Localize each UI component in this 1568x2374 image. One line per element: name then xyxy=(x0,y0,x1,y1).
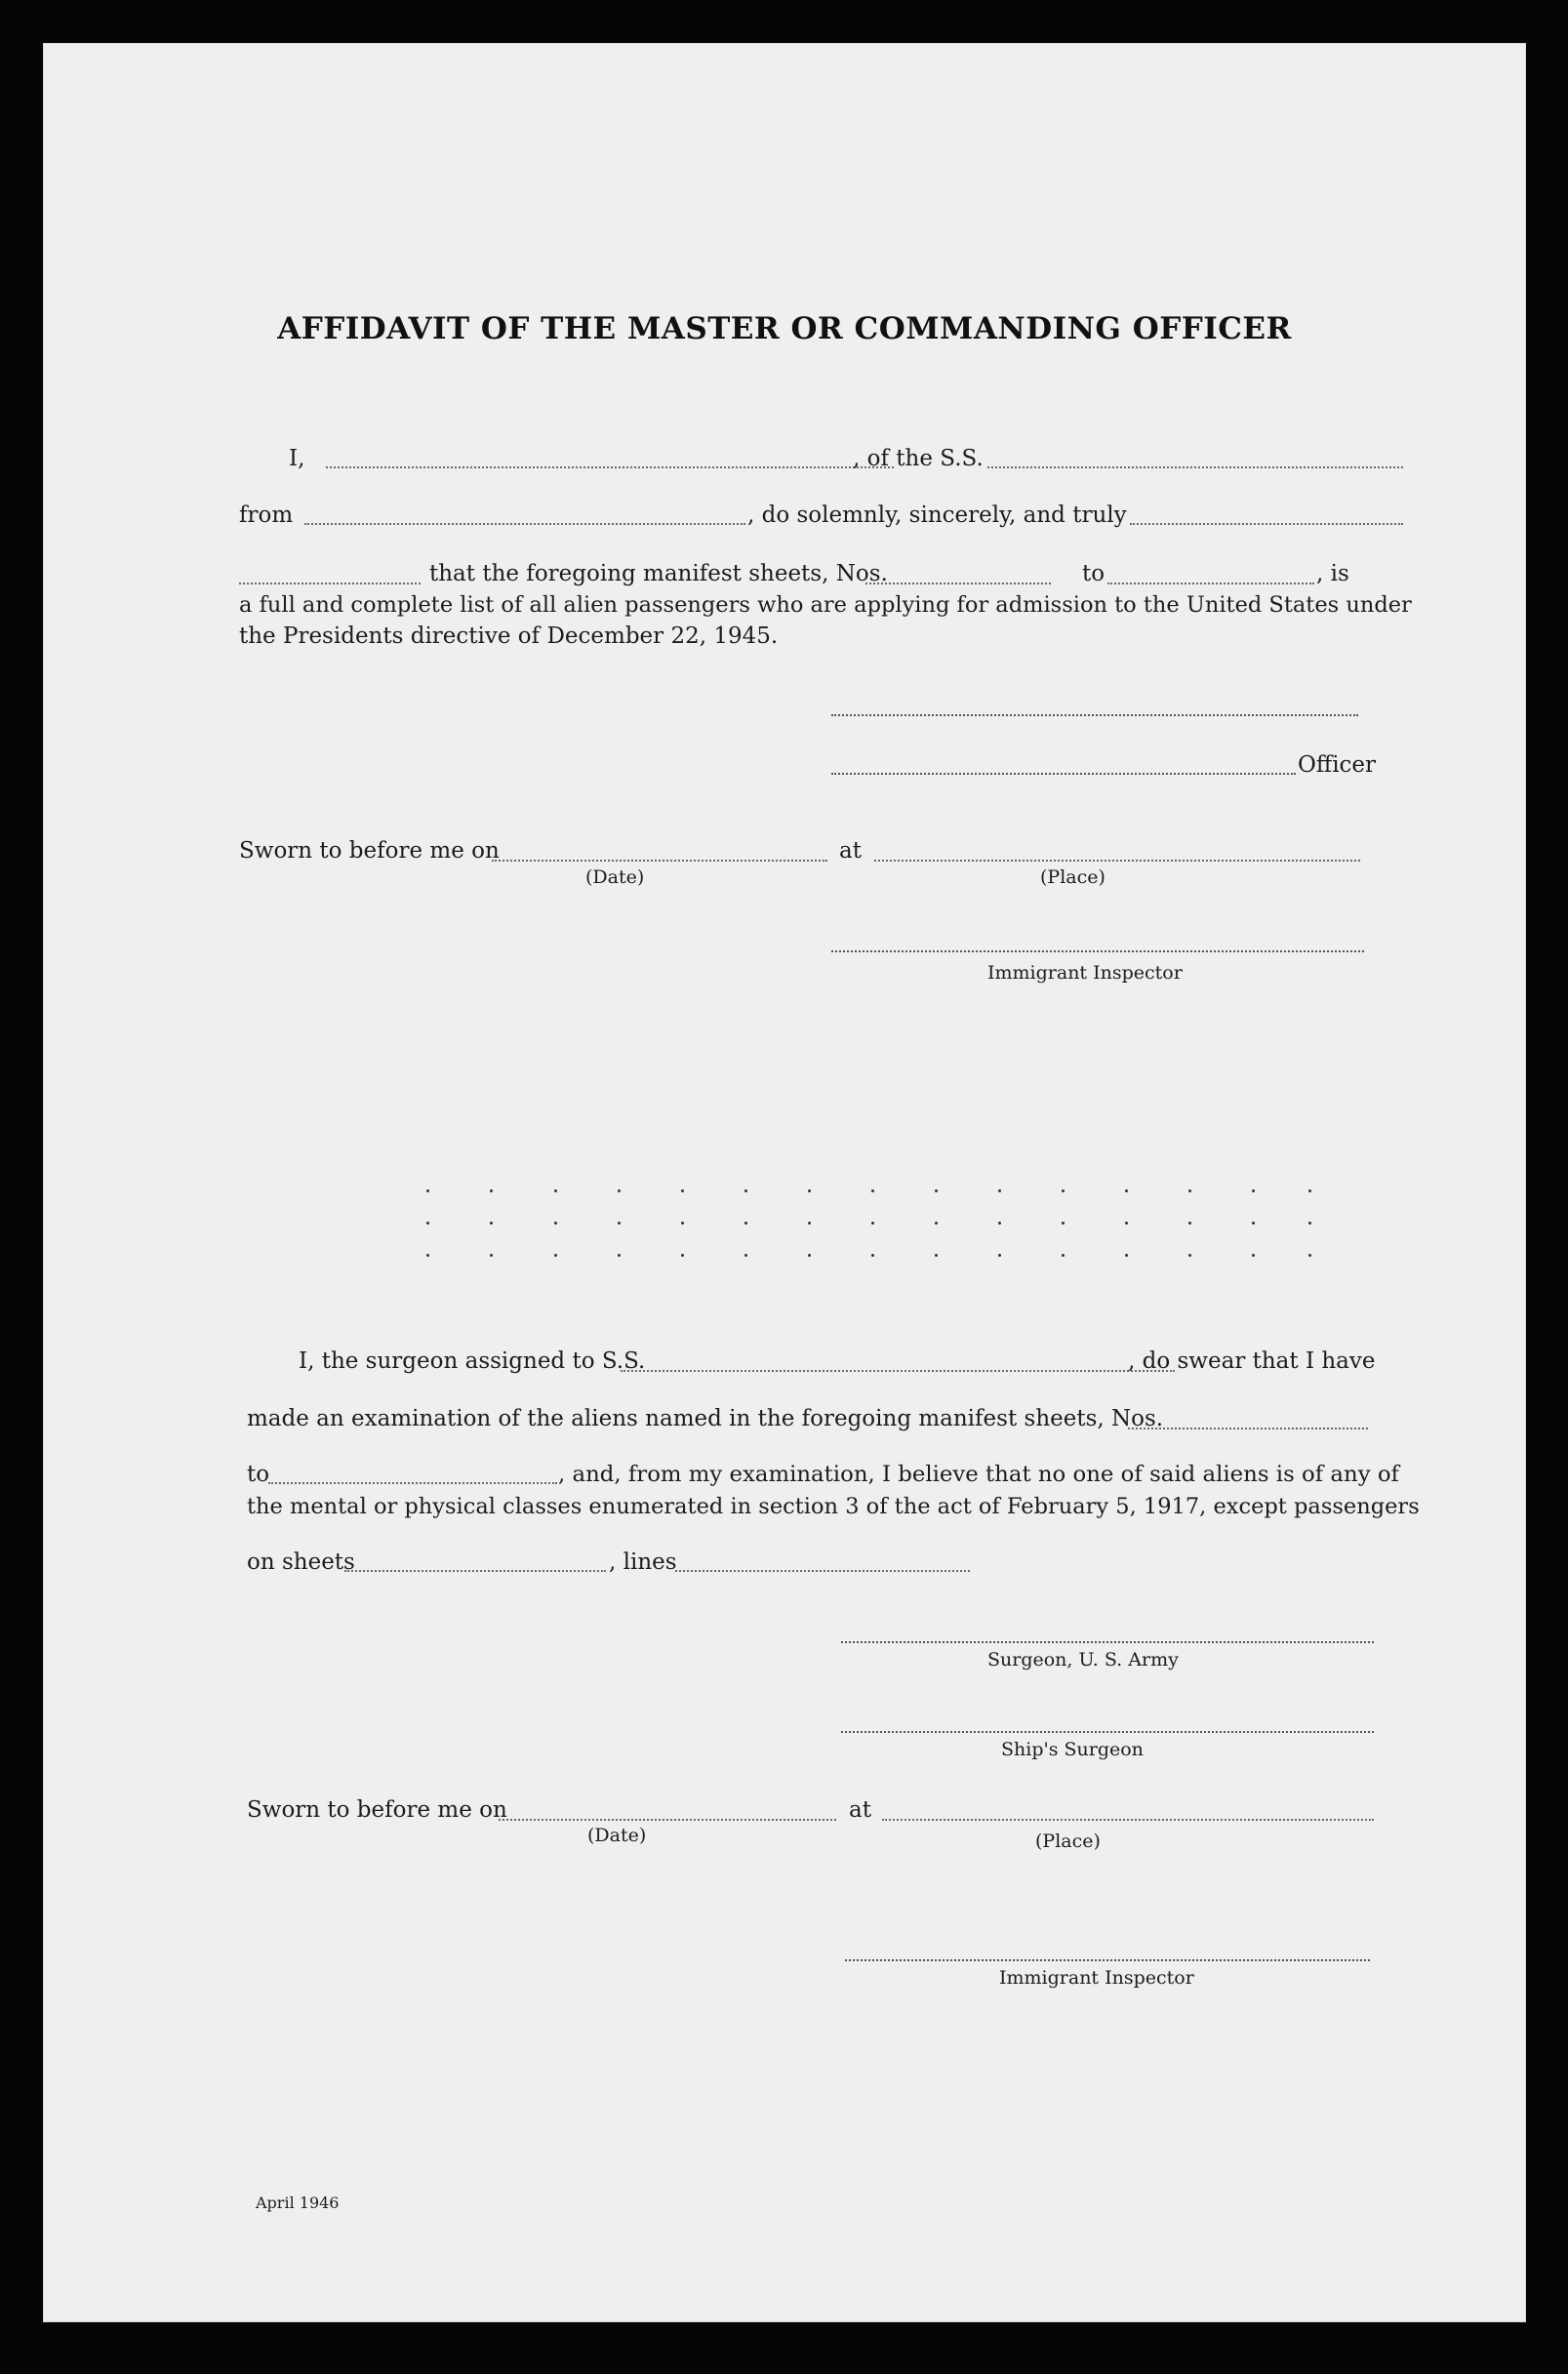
manifest-to-field[interactable] xyxy=(1107,583,1314,584)
from-port-field[interactable] xyxy=(304,523,745,525)
swear-field[interactable] xyxy=(239,583,421,584)
surgeon-assigned-label: I, the surgeon assigned to S.S. xyxy=(299,1348,646,1374)
surgeon-to-label: to xyxy=(247,1462,270,1487)
master-name-field[interactable] xyxy=(326,466,894,468)
officer-title-field[interactable] xyxy=(831,773,1296,775)
examination-label: made an examination of the aliens named in the foregoing manifest sheets, Nos. xyxy=(247,1406,1164,1431)
surgeon-sworn-place-field[interactable] xyxy=(882,1819,1374,1821)
directive-text: the Presidents directive of December 22, 1945. xyxy=(239,624,779,649)
sworn-label: Sworn to before me on xyxy=(239,838,500,864)
exception-lines-field[interactable] xyxy=(675,1570,970,1572)
at-label: at xyxy=(839,838,862,864)
ship-surgeon-signature-field[interactable] xyxy=(841,1731,1374,1733)
master-signature-field[interactable] xyxy=(831,714,1358,716)
sworn-place-field[interactable] xyxy=(874,860,1360,862)
surgeon-inspector-caption: Immigrant Inspector xyxy=(999,1967,1194,1989)
i-label: I, xyxy=(289,446,305,471)
surgeon-sworn-date-field[interactable] xyxy=(499,1819,836,1821)
surgeon-ship-field[interactable] xyxy=(621,1370,1175,1372)
inspector-signature-field[interactable] xyxy=(831,950,1364,952)
officer-label: Officer xyxy=(1298,752,1377,778)
believe-text: , and, from my examination, I believe that no one of said aliens is of any of xyxy=(558,1462,1399,1487)
surgeon-manifest-from-field[interactable] xyxy=(1128,1428,1368,1429)
ship-surgeon-caption: Ship's Surgeon xyxy=(1001,1739,1144,1760)
lines-label: , lines xyxy=(609,1549,677,1575)
manifest-from-field[interactable] xyxy=(865,583,1051,584)
mental-text: the mental or physical classes enumerated in section 3 of the act of February 5, 1917, except passengers xyxy=(247,1494,1420,1519)
place-caption: (Place) xyxy=(1040,866,1106,888)
to-label: to xyxy=(1082,561,1106,586)
form-date: April 1946 xyxy=(256,2193,340,2212)
surgeon-manifest-to-field[interactable] xyxy=(268,1482,557,1484)
army-surgeon-signature-field[interactable] xyxy=(841,1641,1374,1643)
inspector-caption: Immigrant Inspector xyxy=(987,962,1183,984)
surgeon-date-caption: (Date) xyxy=(587,1825,647,1846)
ship-name-field[interactable] xyxy=(987,466,1403,468)
army-surgeon-caption: Surgeon, U. S. Army xyxy=(987,1649,1179,1670)
form-title: AFFIDAVIT OF THE MASTER OR COMMANDING OFFICER xyxy=(277,311,1292,346)
date-caption: (Date) xyxy=(585,866,645,888)
on-sheets-label: on sheets xyxy=(247,1549,355,1575)
solemnly-label: , do solemnly, sincerely, and truly xyxy=(747,503,1127,528)
surgeon-place-caption: (Place) xyxy=(1035,1831,1101,1852)
form-page xyxy=(43,43,1526,2322)
full-list-text: a full and complete list of all alien passengers who are applying for admission to the United States under xyxy=(239,592,1412,618)
swear-label: , do swear that I have xyxy=(1128,1348,1376,1374)
from-label: from xyxy=(239,503,294,528)
surgeon-sworn-label: Sworn to before me on xyxy=(247,1797,507,1823)
surgeon-at-label: at xyxy=(849,1797,871,1823)
sworn-date-field[interactable] xyxy=(492,860,827,862)
of-ss-label: , of the S.S. xyxy=(853,446,984,471)
affirm-field[interactable] xyxy=(1130,523,1403,525)
manifest-label: that the foregoing manifest sheets, Nos. xyxy=(429,561,888,586)
exception-sheets-field[interactable] xyxy=(344,1570,606,1572)
is-label: , is xyxy=(1316,561,1349,586)
surgeon-inspector-signature-field[interactable] xyxy=(845,1959,1370,1961)
